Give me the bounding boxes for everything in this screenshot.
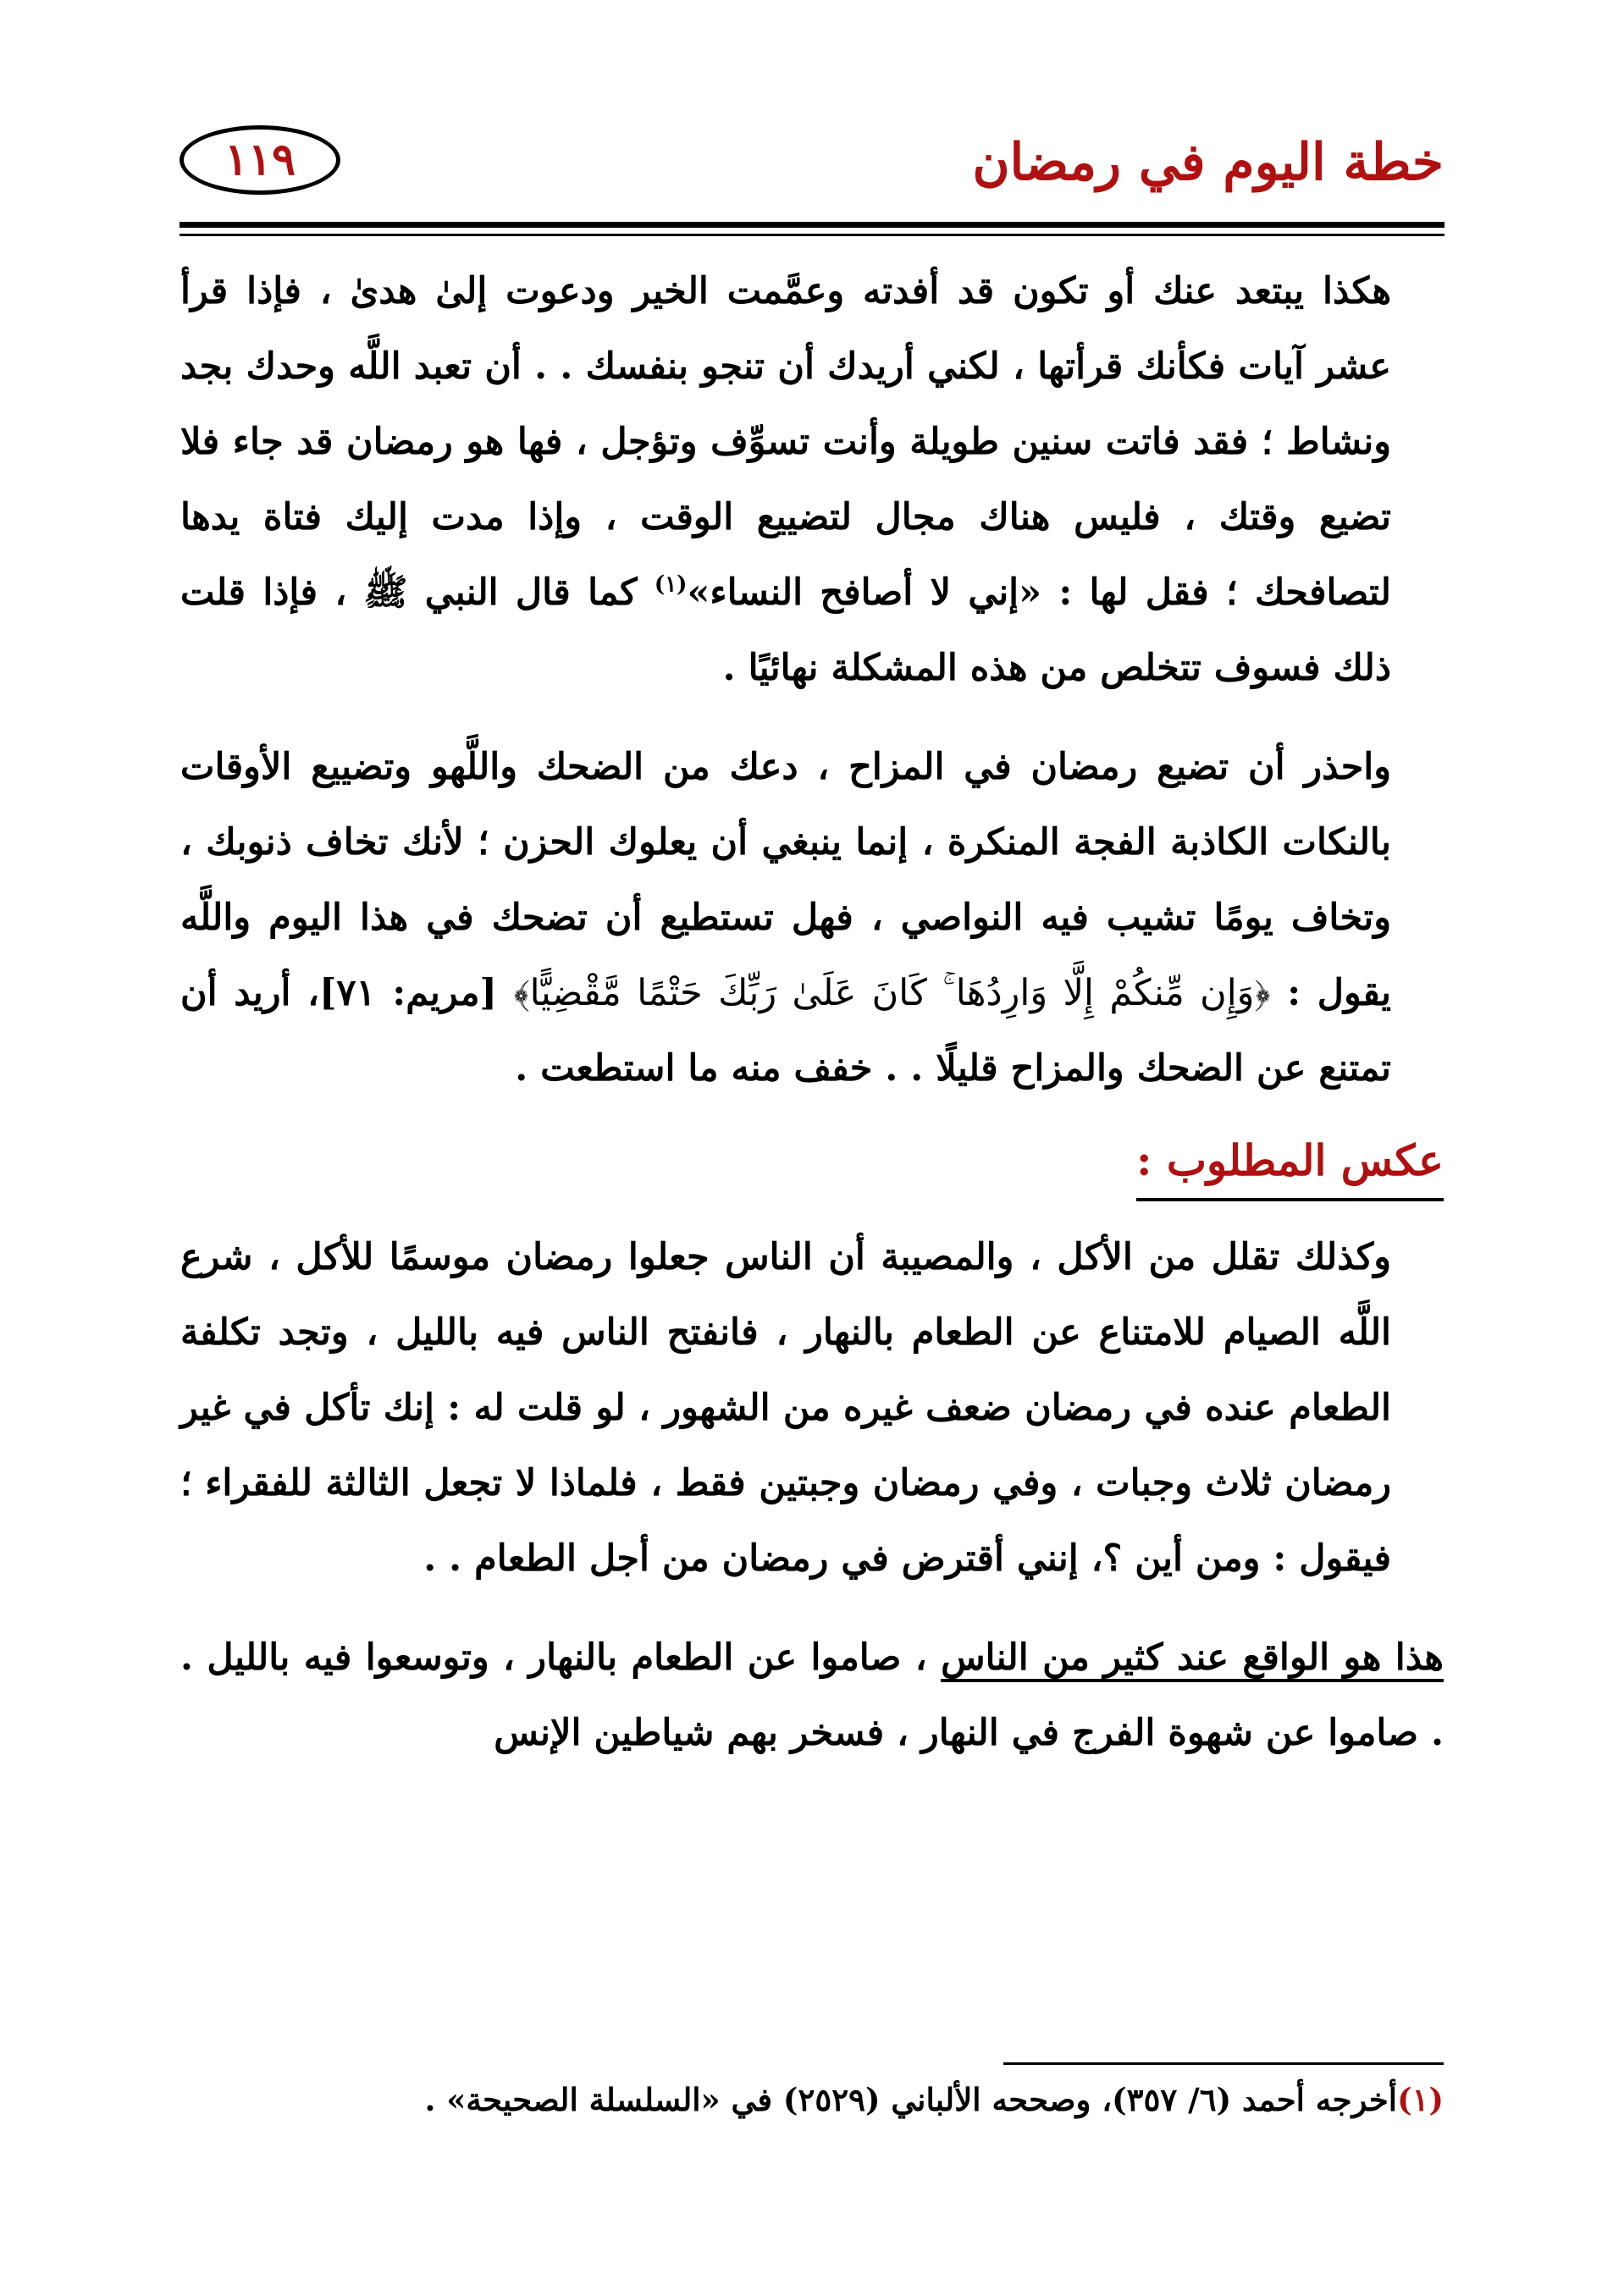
footnote-rule bbox=[1003, 2062, 1444, 2065]
paragraph-4-text: ، صاموا عن الطعام بالنهار ، وتوسعوا فيه بالليل . . صاموا عن شهوة الفرج في النهار ، فسخر بهم شياطين الإنس bbox=[180, 1636, 1444, 1754]
footnote-number: (١) bbox=[1397, 2081, 1444, 2118]
header-rule-thin bbox=[180, 234, 1444, 236]
paragraph-1 bbox=[180, 254, 1444, 706]
body-text bbox=[180, 254, 1444, 1771]
footnote-reference: (١) bbox=[654, 571, 688, 598]
footnote bbox=[180, 2074, 1444, 2125]
section-heading-text: عكس المطلوب : bbox=[1136, 1127, 1444, 1201]
underlined-phrase: هذا هو الواقع عند كثير من الناس bbox=[941, 1636, 1444, 1682]
paragraph-2 bbox=[180, 730, 1444, 1107]
footnote-text: أخرجه أحمد (٦/ ٣٥٧)، وصححه الألباني (٢٥٢٩) في «السلسلة الصحيحة» . bbox=[424, 2081, 1398, 2118]
running-title: خطة اليوم في رمضان bbox=[972, 133, 1444, 192]
paragraph-3: وكذلك تقلل من الأكل ، والمصيبة أن الناس جعلوا رمضان موسمًا للأكل ، شرع اللَّه الصيام للامتناع عن الطعام بالنهار ، فانفتح الناس فيه بالليل ، وتجد تكلفة الطعام عنده في رمضان ضعف غيره من الشهور ، لو قلت له : إنك تأكل في غير رمضان ثلاث وجبات ، وفي رمضان وجبتين فقط ، فلماذا لا تجعل الثالثة للفقراء ؛ فيقول : ومن أين ؟، إنني أقترض في رمضان من أجل الطعام . . bbox=[180, 1236, 1391, 1580]
paragraph-1-text: هكذا يبتعد عنك أو تكون قد أفدته وعمَّمت الخير ودعوت إلىٰ هدىٰ ، فإذا قرأ عشر آيات فكأنك قرأتها ، لكني أريدك أن تنجو بنفسك . . أن تعبد اللَّه وحدك بجد ونشاط ؛ فقد فاتت سنين طويلة وأنت تسوِّف وتؤجل ، فها هو رمضان قد جاء فلا تضيع وقتك ، فليس هناك مجال لتضييع الوقت ، وإذا مدت إليك فتاة يدها لتصافحك ؛ فقل لها : bbox=[180, 270, 1391, 614]
quran-verse: ﴿وَإِن مِّنكُمْ إِلَّا وَارِدُهَا ۚ كَانَ عَلَىٰ رَبِّكَ حَتْمًا مَّقْضِيًّا﴾ bbox=[513, 972, 1271, 1014]
header-rule-thick bbox=[180, 222, 1444, 228]
paragraph-1-after: كما قال النبي ﷺ ، فإذا قلت ذلك فسوف تتخلص من هذه المشكلة نهائيًا . bbox=[180, 571, 1391, 689]
paragraph-2-text: واحذر أن تضيع رمضان في المزاح ، دعك من الضحك واللَّهو وتضييع الأوقات بالنكات الكاذبة الفجة المنكرة ، إنما ينبغي أن يعلوك الحزن ؛ لأنك تخاف ذنوبك ، وتخاف يومًا تشيب فيه النواصي ، فهل تستطيع أن تضحك في هذا اليوم واللَّه يقول : bbox=[180, 746, 1391, 1014]
page-number: ١١٩ bbox=[224, 134, 296, 185]
page-number-badge bbox=[180, 125, 340, 195]
section-heading bbox=[180, 1127, 1444, 1201]
paragraph-4 bbox=[180, 1620, 1444, 1771]
paragraph-2-after: [مريم: ٧١]، أريد أن تمتنع عن الضحك والمزاح قليلًا . . خفف منه ما استطعت . bbox=[180, 972, 1391, 1090]
hadith-quote: «إني لا أصافح النساء» bbox=[687, 571, 1041, 614]
